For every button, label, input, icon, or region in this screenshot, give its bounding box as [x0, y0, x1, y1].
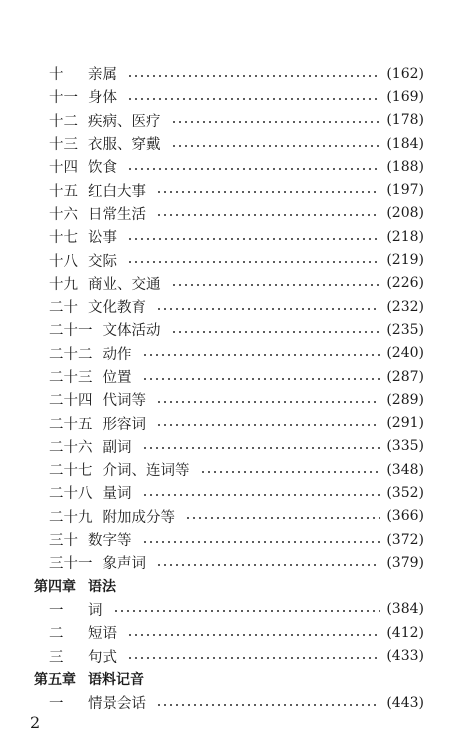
toc-entry — [0, 388, 450, 411]
entry-number: 十一 — [49, 90, 78, 107]
toc-entry — [0, 458, 450, 481]
entry-title: 形容词 — [102, 416, 146, 433]
entry-title: 位置 — [102, 370, 132, 386]
entry-page-number: (218) — [386, 228, 424, 245]
chapter-number: 第五章 — [34, 672, 76, 689]
entry-page-number: (226) — [386, 275, 424, 292]
entry-page-number: (232) — [386, 298, 424, 315]
entry-page-number: (348) — [386, 461, 424, 478]
dot-leader — [113, 610, 381, 612]
entry-page-number: (169) — [386, 88, 424, 105]
entry-page-number: (219) — [386, 252, 424, 269]
entry-title: 量词 — [102, 486, 132, 503]
dot-leader — [127, 634, 380, 636]
entry-page-number: (240) — [386, 345, 424, 362]
entry-page-number: (184) — [386, 135, 424, 152]
entry-page-number: (384) — [386, 601, 424, 618]
entry-number: 二十三 — [49, 370, 93, 386]
toc-entry — [0, 551, 450, 574]
entry-page-number: (289) — [386, 391, 424, 408]
dot-leader — [171, 331, 381, 333]
entry-number: 十六 — [49, 206, 78, 223]
entry-title: 象声词 — [102, 556, 146, 573]
entry-page-number: (366) — [386, 508, 424, 525]
toc-entry — [0, 481, 450, 504]
toc-entry — [0, 598, 450, 621]
dot-leader — [127, 261, 380, 263]
dot-leader — [185, 517, 380, 519]
entry-number: 一 — [49, 602, 64, 619]
entry-number: 十 — [49, 67, 64, 84]
toc-entry — [0, 132, 450, 155]
dot-leader — [127, 168, 380, 170]
entry-number: 二十七 — [49, 463, 93, 480]
entry-number: 二 — [49, 626, 64, 643]
entry-title: 文体活动 — [102, 323, 161, 340]
dot-leader — [156, 191, 380, 193]
dot-leader — [127, 238, 380, 240]
entry-number: 十七 — [49, 230, 78, 247]
entry-number: 二十九 — [49, 509, 93, 526]
entry-title: 商业、交通 — [88, 276, 161, 293]
entry-number: 十五 — [49, 183, 78, 200]
toc-entry — [0, 621, 450, 644]
entry-page-number: (287) — [386, 368, 424, 385]
dot-leader — [156, 214, 380, 216]
toc-entry — [0, 318, 450, 341]
entry-title: 日常生活 — [88, 206, 146, 223]
entry-number: 二十六 — [49, 439, 93, 456]
chapter-title: 语料记音 — [88, 672, 144, 689]
entry-title: 文化教育 — [88, 300, 146, 317]
entry-number: 二十一 — [49, 323, 93, 340]
entry-page-number: (352) — [386, 484, 424, 501]
dot-leader — [142, 494, 381, 496]
toc-entry — [0, 691, 450, 714]
toc-entry — [0, 178, 450, 201]
entry-number: 十二 — [49, 113, 78, 130]
dot-leader — [127, 98, 380, 100]
toc-entry — [0, 411, 450, 434]
dot-leader — [156, 564, 380, 566]
dot-leader — [142, 378, 381, 380]
entry-title: 动作 — [102, 346, 132, 363]
dot-leader — [142, 354, 381, 356]
entry-title: 介词、连词等 — [102, 463, 190, 480]
entry-title: 句式 — [88, 649, 117, 666]
entry-number: 三十一 — [49, 556, 93, 573]
dot-leader — [156, 308, 380, 310]
entry-number: 十九 — [49, 276, 78, 293]
dot-leader — [171, 121, 381, 123]
entry-title: 交际 — [88, 253, 117, 270]
entry-page-number: (162) — [386, 65, 424, 82]
entry-number: 三 — [49, 649, 64, 666]
entry-page-number: (335) — [386, 438, 424, 455]
entry-title: 疾病、医疗 — [88, 113, 161, 130]
dot-leader — [127, 657, 380, 659]
toc-entry — [0, 505, 450, 528]
entry-title: 数字等 — [88, 533, 132, 550]
dot-leader — [171, 284, 381, 286]
entry-page-number: (291) — [386, 415, 424, 432]
toc-entry — [0, 272, 450, 295]
entry-number: 二十五 — [49, 416, 93, 433]
toc-entry — [0, 85, 450, 108]
toc-entry — [0, 295, 450, 318]
toc-chapter-heading — [0, 575, 450, 598]
entry-title: 衣服、穿戴 — [88, 137, 161, 154]
entry-title: 附加成分等 — [102, 509, 175, 526]
entry-title: 情景会话 — [88, 696, 146, 713]
entry-title: 红白大事 — [88, 183, 146, 200]
entry-page-number: (188) — [386, 158, 424, 175]
dot-leader — [171, 145, 381, 147]
entry-page-number: (433) — [386, 648, 424, 665]
entry-number: 十八 — [49, 253, 78, 270]
chapter-title: 语法 — [88, 579, 116, 596]
entry-page-number: (412) — [386, 624, 424, 641]
entry-number: 二十二 — [49, 346, 93, 363]
page-number: 2 — [30, 713, 41, 732]
entry-page-number: (443) — [386, 694, 424, 711]
entry-title: 讼事 — [88, 230, 117, 247]
dot-leader — [200, 471, 381, 473]
entry-page-number: (379) — [386, 554, 424, 571]
toc-entry — [0, 435, 450, 458]
chapter-number: 第四章 — [34, 579, 76, 596]
entry-page-number: (235) — [386, 321, 424, 338]
entry-title: 副词 — [102, 439, 132, 456]
entry-title: 短语 — [88, 626, 117, 643]
dot-leader — [142, 447, 381, 449]
toc-entry — [0, 109, 450, 132]
entry-number: 二十 — [49, 300, 78, 317]
toc-entry — [0, 202, 450, 225]
entry-number: 二十四 — [49, 393, 93, 410]
dot-leader — [156, 401, 380, 403]
entry-title: 代词等 — [102, 393, 146, 410]
entry-title: 饮食 — [88, 160, 117, 177]
entry-number: 二十八 — [49, 486, 93, 503]
entry-page-number: (372) — [386, 531, 424, 548]
entry-title: 亲属 — [88, 67, 117, 84]
table-of-contents — [0, 62, 450, 714]
toc-entry — [0, 365, 450, 388]
entry-page-number: (178) — [386, 112, 424, 129]
toc-entry — [0, 528, 450, 551]
toc-chapter-heading — [0, 668, 450, 691]
entry-title: 身体 — [88, 90, 117, 107]
entry-page-number: (197) — [386, 182, 424, 199]
toc-entry — [0, 644, 450, 667]
dot-leader — [142, 541, 381, 543]
entry-number: 十三 — [49, 137, 78, 154]
toc-entry — [0, 225, 450, 248]
dot-leader — [156, 704, 380, 706]
entry-title: 词 — [88, 602, 103, 619]
toc-entry — [0, 342, 450, 365]
entry-number: 三十 — [49, 533, 78, 550]
entry-number: 十四 — [49, 160, 78, 177]
entry-number: 一 — [49, 696, 64, 713]
dot-leader — [156, 424, 380, 426]
toc-entry — [0, 155, 450, 178]
entry-page-number: (208) — [386, 205, 424, 222]
dot-leader — [127, 75, 380, 77]
toc-entry — [0, 62, 450, 85]
toc-entry — [0, 248, 450, 271]
